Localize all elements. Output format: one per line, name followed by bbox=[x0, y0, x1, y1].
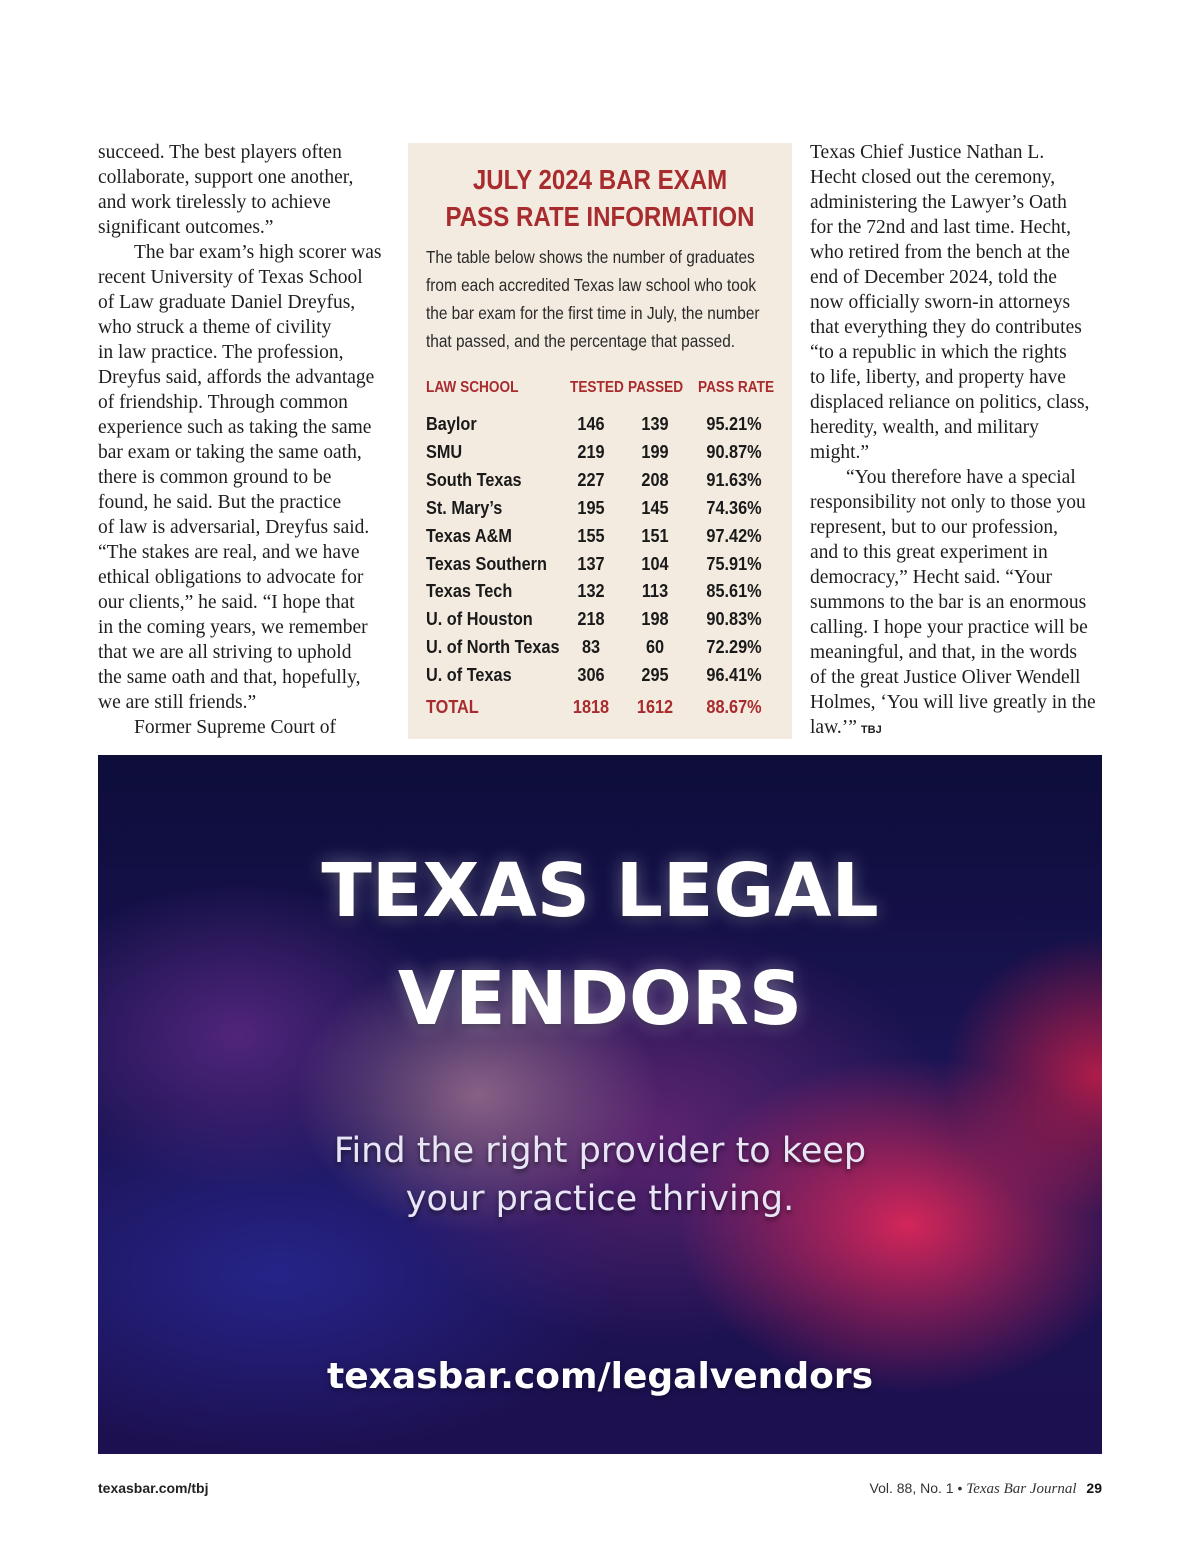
table-cell-tested: 155 bbox=[577, 524, 605, 546]
article-text-line: of friendship. Through common bbox=[98, 392, 348, 413]
article-text-line: our clients,” he said. “I hope that bbox=[98, 592, 355, 613]
table-header-cell: LAW SCHOOL bbox=[426, 379, 519, 396]
table-cell-tested: 219 bbox=[577, 440, 605, 462]
table-cell-passed: 145 bbox=[641, 496, 669, 518]
sidebar-title-line: JULY 2024 BAR EXAM bbox=[472, 164, 728, 195]
ad-tagline-line: Find the right provider to keep bbox=[333, 1131, 867, 1171]
table-header-cell: PASSED bbox=[628, 379, 684, 396]
table-cell-passed: 208 bbox=[641, 468, 669, 490]
ad-tagline bbox=[98, 1127, 1102, 1223]
ad-title-line: VENDORS bbox=[397, 956, 803, 1042]
table-cell-school: U. of North Texas bbox=[426, 636, 560, 658]
table-total-tested: 1818 bbox=[572, 696, 610, 717]
article-text-line: and work tirelessly to achieve bbox=[98, 192, 331, 213]
article-text-line: summons to the bar is an enormous bbox=[810, 592, 1087, 613]
ad-title-line: TEXAS LEGAL bbox=[321, 848, 879, 934]
table-cell-tested: 306 bbox=[577, 664, 605, 686]
article-text-line: calling. I hope your practice will be bbox=[810, 617, 1088, 638]
sidebar-title-line: PASS RATE INFORMATION bbox=[445, 201, 755, 232]
footer-folio bbox=[870, 1480, 1103, 1498]
article-text-line: we are still friends.” bbox=[98, 692, 257, 713]
article-text-line: The bar exam’s high scorer was bbox=[134, 242, 382, 263]
legal-vendors-ad[interactable] bbox=[98, 755, 1102, 1454]
article-column-right bbox=[810, 140, 1110, 743]
article-text-line: “to a republic in which the rights bbox=[810, 342, 1067, 363]
table-cell-rate: 91.63% bbox=[706, 468, 762, 490]
article-text-line: Dreyfus said, affords the advantage bbox=[98, 367, 375, 388]
article-text-line: “You therefore have a special bbox=[846, 467, 1076, 488]
table-total-passed: 1612 bbox=[636, 696, 674, 717]
table-cell-rate: 95.21% bbox=[706, 413, 762, 434]
page-number: 29 bbox=[1086, 1480, 1102, 1496]
article-text-line: bar exam or taking the same oath, bbox=[98, 442, 362, 463]
table-cell-tested: 146 bbox=[577, 413, 605, 434]
article-text-line: heredity, wealth, and military bbox=[810, 417, 1039, 438]
article-column-left bbox=[98, 140, 398, 740]
table-cell-passed: 139 bbox=[641, 413, 669, 434]
table-cell-passed: 295 bbox=[641, 664, 669, 686]
table-cell-passed: 60 bbox=[645, 636, 665, 658]
article-text-line: “The stakes are real, and we have bbox=[98, 542, 360, 563]
table-cell-tested: 195 bbox=[577, 496, 605, 518]
article-text-line: of law is adversarial, Dreyfus said. bbox=[98, 517, 370, 538]
article-text-line: and to this great experiment in bbox=[810, 542, 1048, 563]
sidebar-intro-line: The table below shows the number of graduates bbox=[426, 247, 755, 267]
table-cell-passed: 104 bbox=[641, 552, 669, 574]
table-cell-rate: 97.42% bbox=[706, 524, 762, 546]
article-text-line: ethical obligations to advocate for bbox=[98, 567, 364, 588]
table-cell-tested: 83 bbox=[581, 636, 601, 658]
footer-journal-name: Texas Bar Journal bbox=[966, 1481, 1077, 1497]
footer-volume: Vol. 88, No. 1 bbox=[869, 1480, 954, 1496]
table-cell-school: South Texas bbox=[426, 468, 522, 490]
table-cell-school: U. of Houston bbox=[426, 608, 533, 630]
article-text-line: responsibility not only to those you bbox=[810, 492, 1086, 513]
table-total-rate: 88.67% bbox=[706, 696, 762, 717]
article-text-line: of the great Justice Oliver Wendell bbox=[810, 667, 1081, 688]
table-cell-school: Texas Southern bbox=[426, 552, 547, 574]
table-cell-school: U. of Texas bbox=[426, 664, 512, 686]
article-text-line: that we are all striving to uphold bbox=[98, 642, 352, 663]
article-text-line: of Law graduate Daniel Dreyfus, bbox=[98, 292, 356, 313]
article-text-line: in the coming years, we remember bbox=[98, 617, 368, 638]
article-text-line: experience such as taking the same bbox=[98, 417, 372, 438]
ad-tagline-line: your practice thriving. bbox=[405, 1179, 795, 1219]
table-total-school: TOTAL bbox=[426, 696, 479, 717]
article-text-line: Texas Chief Justice Nathan L. bbox=[810, 142, 1045, 163]
table-cell-tested: 218 bbox=[577, 608, 605, 630]
table-cell-school: SMU bbox=[426, 440, 463, 462]
article-text-line: collaborate, support one another, bbox=[98, 167, 354, 188]
ad-title bbox=[98, 837, 1102, 1053]
article-text-line: succeed. The best players often bbox=[98, 142, 342, 163]
table-cell-rate: 96.41% bbox=[706, 664, 762, 686]
table-cell-passed: 113 bbox=[641, 580, 669, 602]
table-cell-school: Texas A&M bbox=[426, 524, 512, 546]
table-cell-passed: 198 bbox=[641, 608, 669, 630]
article-text-line: end of December 2024, told the bbox=[810, 267, 1057, 288]
article-text-line: for the 72nd and last time. Hecht, bbox=[810, 217, 1072, 238]
sidebar-intro-line: from each accredited Texas law school who took bbox=[426, 275, 757, 295]
footer-site-link[interactable]: texasbar.com/tbj bbox=[98, 1480, 209, 1496]
article-text-line: the same oath and that, hopefully, bbox=[98, 667, 361, 688]
article-text-line: significant outcomes.” bbox=[98, 217, 274, 238]
article-text-line: recent University of Texas School bbox=[98, 267, 363, 288]
article-text-line: now officially sworn-in attorneys bbox=[810, 292, 1071, 313]
article-text-line: might.” bbox=[810, 442, 870, 463]
table-cell-school: St. Mary’s bbox=[426, 496, 503, 518]
article-text-line: law.’” bbox=[810, 717, 857, 738]
table-cell-tested: 227 bbox=[577, 468, 605, 490]
table-cell-rate: 90.83% bbox=[706, 608, 762, 630]
article-text-line: found, he said. But the practice bbox=[98, 492, 342, 513]
table-cell-rate: 74.36% bbox=[706, 496, 762, 518]
article-text-line: democracy,” Hecht said. “Your bbox=[810, 567, 1053, 588]
pass-rate-sidebar bbox=[408, 143, 792, 739]
pass-rate-table bbox=[408, 143, 792, 739]
article-text-line: Holmes, ‘You will live greatly in the bbox=[810, 692, 1096, 713]
table-cell-tested: 132 bbox=[577, 580, 605, 602]
article-text-line: who retired from the bench at the bbox=[810, 242, 1070, 263]
table-header-cell: PASS RATE bbox=[698, 379, 775, 396]
table-cell-rate: 72.29% bbox=[706, 636, 762, 658]
table-header-cell: TESTED bbox=[570, 379, 624, 396]
table-cell-rate: 85.61% bbox=[706, 580, 762, 602]
article-text-line: Hecht closed out the ceremony, bbox=[810, 167, 1056, 188]
table-cell-rate: 90.87% bbox=[706, 440, 762, 462]
sidebar-intro-line: the bar exam for the first time in July, the number bbox=[426, 303, 760, 323]
article-text-line: meaningful, and that, in the words bbox=[810, 642, 1077, 663]
article-text-line: there is common ground to be bbox=[98, 467, 332, 488]
table-cell-school: Baylor bbox=[426, 413, 477, 434]
table-cell-tested: 137 bbox=[577, 552, 605, 574]
article-text-line: that everything they do contributes bbox=[810, 317, 1082, 338]
article-text-line: to life, liberty, and property have bbox=[810, 367, 1066, 388]
table-cell-school: Texas Tech bbox=[426, 580, 513, 602]
table-cell-passed: 151 bbox=[641, 524, 669, 546]
article-text-line: administering the Lawyer’s Oath bbox=[810, 192, 1067, 213]
article-text-line: Former Supreme Court of bbox=[134, 717, 337, 738]
table-cell-rate: 75.91% bbox=[706, 552, 762, 574]
article-text-line: displaced reliance on politics, class, bbox=[810, 392, 1090, 413]
article-text-line: represent, but to our profession, bbox=[810, 517, 1059, 538]
article-text-line: in law practice. The profession, bbox=[98, 342, 344, 363]
article-signoff: TBJ bbox=[860, 724, 882, 736]
article-text-line: who struck a theme of civility bbox=[98, 317, 332, 338]
sidebar-intro-line: that passed, and the percentage that passed. bbox=[426, 331, 736, 351]
table-cell-passed: 199 bbox=[641, 440, 669, 462]
ad-url-link[interactable]: texasbar.com/legalvendors bbox=[326, 1356, 873, 1397]
footer-separator: • bbox=[957, 1480, 963, 1496]
